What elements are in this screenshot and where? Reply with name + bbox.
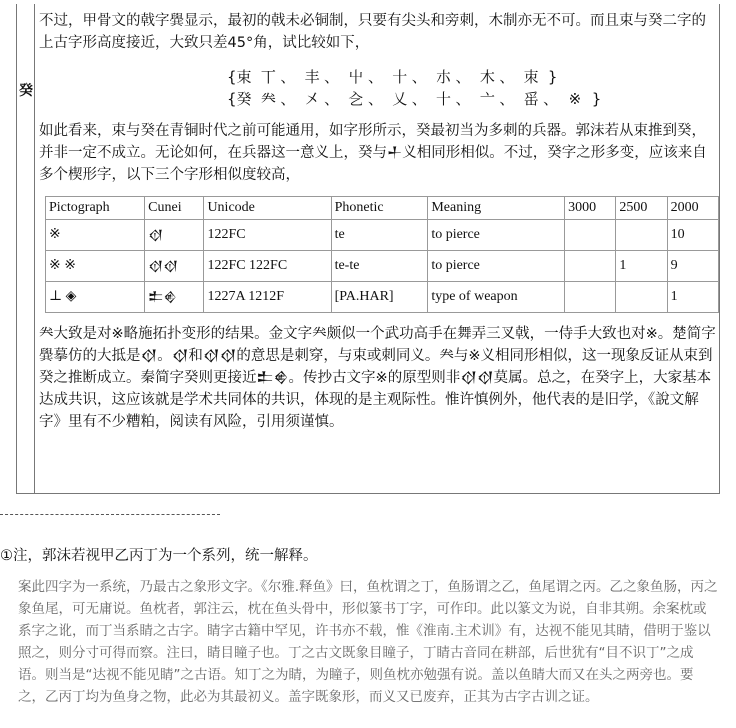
glyph: 㐈 — [348, 90, 364, 108]
separator: 、 — [280, 90, 296, 108]
col-header: Meaning — [428, 197, 565, 220]
meaning-cell: to pierce — [428, 220, 565, 251]
separator: 、 — [324, 68, 340, 86]
glyph: 屮 — [348, 68, 364, 86]
glyph-row-gui — [227, 88, 717, 110]
separator: 、 — [543, 90, 559, 108]
count-2000-cell: 10 — [667, 220, 718, 251]
separator: 、 — [499, 68, 515, 86]
glyph: 朩 — [436, 68, 452, 86]
paragraph-3: 𠔉大致是对※略施拓扑变形的结果。金文字𠔉颇似一个武功高手在舞弄三叉戟，一侍手大致也对※。楚简字𠔹摹仿的大抵是𒋼。𒋼和𒋼𒋼的意思是刺穿，与束或刺同义。𠔉与※义相同形相似，这一现象反证从束到癸之推断成立。秦简字癸则更接近𒉺𒄯。传抄古文字※的原型则非𒋼𒋼莫属。总之，在癸字上，大家基本达成共识，这应该就是学术共同体的共识，体现的是主观际性。惟许慎例外，他代表的是旧学，《說文解字》里有不少糟粕，阅读有风险，引用须谨慎。 — [39, 326, 716, 430]
glyph: 十 — [392, 68, 408, 86]
separator: 、 — [499, 90, 515, 108]
footnote: ①注，郭沫若视甲乙丙丁为一个系列，统一解释。 — [0, 548, 318, 564]
glyph-label-gui: 癸 — [236, 90, 252, 108]
glyph: 木 — [479, 68, 495, 86]
glyph: 乂 — [392, 90, 408, 108]
pictograph-cell: ⊥ ◈ — [46, 282, 145, 313]
count-2500-cell — [616, 220, 667, 251]
glyph: ※ — [568, 90, 582, 108]
pictograph-cell: ※ ※ — [46, 251, 145, 282]
glyph: 㐅 — [304, 90, 320, 108]
unicode-cell: 1227A 1212F — [204, 282, 331, 313]
count-3000-cell — [565, 282, 616, 313]
table-header-row — [46, 197, 719, 220]
phonetic-cell: te — [331, 220, 428, 251]
separator: 、 — [455, 68, 471, 86]
cunei-cell: 𒋼𒋼 — [145, 251, 204, 282]
col-header: Pictograph — [46, 197, 145, 220]
paragraph-1: 不过，甲骨文的戟字𠔹显示，最初的戟未必铜制，只要有尖头和旁刺，木制亦无不可。而且束与癸二字的上古字形高度接近，大致只差45°角，试比较如下， — [39, 13, 706, 51]
glyph-comparison — [227, 66, 717, 110]
brace-open: { — [227, 90, 237, 108]
brace-open: { — [227, 68, 237, 86]
phonetic-cell: te-te — [331, 251, 428, 282]
separator: 、 — [280, 68, 296, 86]
pictograph-cell: ※ — [46, 220, 145, 251]
glyph: 丅 — [260, 68, 276, 86]
separator: 、 — [324, 90, 340, 108]
glyph: 䍃 — [523, 90, 539, 108]
glyph: 𠔉 — [260, 90, 276, 108]
separator: 、 — [411, 90, 427, 108]
col-header: 2000 — [667, 197, 718, 220]
count-2500-cell: 1 — [616, 251, 667, 282]
col-header: 2500 — [616, 197, 667, 220]
glyph-label-shu: 束 — [236, 68, 252, 86]
paragraph-2: 如此看来，束与癸在青铜时代之前可能通用，如字形所示，癸最初当为多刺的兵器。郭沫若从束推到癸，并非一定不成立。无论如何，在兵器这一意义上，癸与𒈦义相同形相似。不过，癸字之形多变，应该来自多个楔形字，以下三个字形相似度较高， — [39, 123, 707, 183]
glyph: 亠 — [479, 90, 495, 108]
count-3000-cell — [565, 251, 616, 282]
separator: 、 — [367, 90, 383, 108]
count-3000-cell — [565, 220, 616, 251]
meaning-cell: to pierce — [428, 251, 565, 282]
side-label: 癸 — [19, 83, 33, 99]
cunei-cell: 𒋼 — [145, 220, 204, 251]
count-2500-cell — [616, 282, 667, 313]
glyph-row-shu — [227, 66, 717, 88]
quote-block: 案此四字为一系统，乃最古之象形文字。《尔雅.释鱼》曰，鱼枕谓之丁，鱼肠谓之乙，鱼尾谓之丙。乙之象鱼肠，丙之象鱼尾，可无庸说。鱼枕者，郭注云，枕在鱼头骨中，形似篆书丁字，可作印。此以篆文为说，自非其朔。余案枕或系字之讹，而丁当系睛之古字。睛字古籍中罕见，许书亦不载，惟《淮南.主术训》有，达视不能见其睛，借明于鉴以照之，则分寸可得而察。注曰，睛目瞳子也。丁之古文既象目瞳子，丁睛古音同在耕部，后世犹有“目不识丁”之成语。则当是“达视不能见睛”之古语。知丁之为睛，为瞳子，则鱼枕亦勉强有说。盖以鱼睛大而又在头之两旁也。要之，乙丙丁均为鱼身之物，此必为其最初义。盖字既象形，而义又已废弃，正其为古字古训之证。 — [18, 579, 718, 705]
phonetic-cell: [PA.HAR] — [331, 282, 428, 313]
glyph: 丰 — [304, 68, 320, 86]
table-row — [46, 220, 719, 251]
col-header: 3000 — [565, 197, 616, 220]
brace-close: } — [591, 90, 602, 108]
brace-close: } — [547, 68, 558, 86]
content-area — [39, 10, 717, 433]
separator: 、 — [455, 90, 471, 108]
separator: 、 — [411, 68, 427, 86]
separator: 、 — [367, 68, 383, 86]
unicode-cell: 122FC — [204, 220, 331, 251]
col-header: Phonetic — [331, 197, 428, 220]
glyph: 十 — [436, 90, 452, 108]
divider-line — [0, 514, 220, 515]
side-column — [17, 4, 35, 493]
cuneiform-table — [45, 196, 719, 313]
unicode-cell: 122FC 122FC — [204, 251, 331, 282]
meaning-cell: type of weapon — [428, 282, 565, 313]
table-row — [46, 251, 719, 282]
col-header: Cunei — [145, 197, 204, 220]
col-header: Unicode — [204, 197, 331, 220]
main-cell — [16, 4, 720, 494]
cunei-cell: 𒉺𒄯 — [145, 282, 204, 313]
count-2000-cell: 1 — [667, 282, 718, 313]
glyph: 朿 — [523, 68, 539, 86]
table-row — [46, 282, 719, 313]
count-2000-cell: 9 — [667, 251, 718, 282]
